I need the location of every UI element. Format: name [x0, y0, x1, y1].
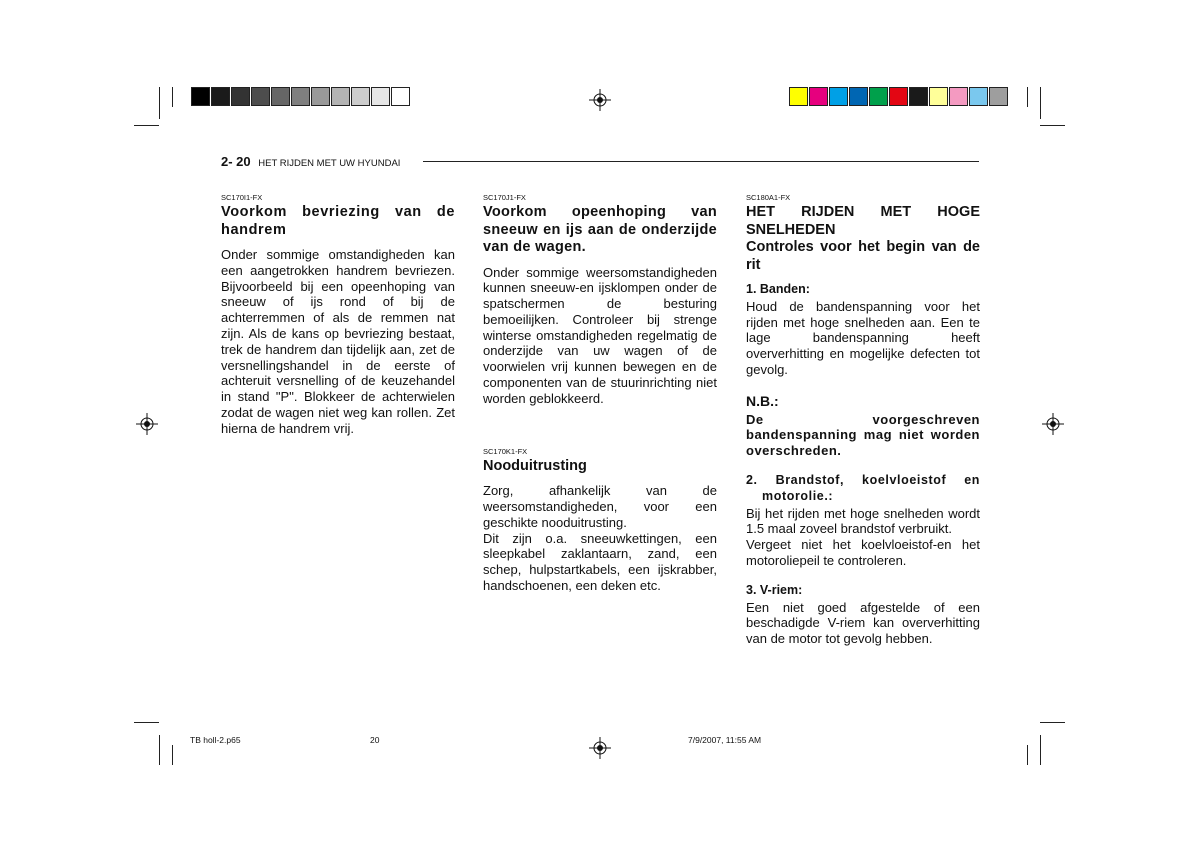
color-swatch-bar: [789, 87, 1009, 106]
footer-timestamp: 7/9/2007, 11:55 AM: [688, 735, 762, 745]
color-swatch: [391, 87, 410, 106]
registration-mark-icon: [136, 413, 158, 435]
color-swatch: [889, 87, 908, 106]
color-swatch: [869, 87, 888, 106]
section-body: Zorg, afhankelijk van de weersomstandigheden, voor een geschikte nooduitrusting.: [483, 483, 717, 530]
page-number: 2- 20: [221, 154, 251, 169]
color-swatch: [989, 87, 1008, 106]
color-swatch: [251, 87, 270, 106]
right-column: [746, 193, 980, 647]
page-header: [221, 154, 400, 169]
left-column: [221, 193, 455, 437]
section-subheading: Controles voor het begin van de rit: [746, 239, 980, 273]
item-title: 2. Brandstof, koelvloeistof en motorolie.:: [746, 472, 980, 503]
section-heading: Voorkom opeenhoping van sneeuw en ijs aan de onderzijde van de wagen.: [483, 204, 717, 255]
section-code: SC170K1-FX: [483, 446, 528, 456]
color-swatch: [809, 87, 828, 106]
section-title: HET RIJDEN MET UW HYUNDAI: [258, 158, 401, 169]
item-body: Een niet goed afgestelde of een beschadigde V-riem kan oververhitting van de motor tot gevolg hebben.: [746, 599, 980, 647]
footer-page: 20: [370, 735, 380, 745]
color-swatch: [191, 87, 210, 106]
footer-file: TB holl-2.p65: [190, 735, 241, 745]
item-body: Houd de bandenspanning voor het rijden met hoge snelheden aan. Een te lage bandenspanning heeft oververhitting en mogelijke defecten tot gevolg.: [746, 298, 980, 377]
color-swatch: [969, 87, 988, 106]
color-swatch: [271, 87, 290, 106]
item-title: 1. Banden:: [746, 282, 810, 296]
note-body: De voorgeschreven bandenspanning mag niet worden overschreden.: [746, 411, 980, 459]
color-swatch: [291, 87, 310, 106]
color-swatch: [829, 87, 848, 106]
item-body: Vergeet niet het koelvloeistof-en het motoroliepeil te controleren.: [746, 537, 980, 568]
color-swatch: [909, 87, 928, 106]
section-heading: HET RIJDEN MET HOGE SNELHEDEN: [746, 204, 980, 238]
color-swatch: [231, 87, 250, 106]
color-swatch: [949, 87, 968, 106]
section-body: Onder sommige omstandigheden kan een aangetrokken handrem bevriezen. Bijvoorbeeld bij een opeenhoping van sneeuw of ijs rond of bij de achterremmen of als de remmen nat zijn. Als de kans op bevriezing bestaat, trek de handrem dan tijdelijk aan, zet de versnellingshandel in de eerste of achteruit versnelling of de keuzehandel in stand "P". Blokkeer de achterwielen zodat de wagen niet weg kan rollen. Zet hierna de handrem vrij.: [221, 247, 455, 436]
section-code: SC170I1-FX: [221, 193, 263, 202]
note-title: N.B.:: [746, 392, 779, 409]
color-swatch: [211, 87, 230, 106]
registration-mark-icon: [1042, 413, 1064, 435]
registration-mark-icon: [589, 737, 611, 759]
color-swatch: [371, 87, 390, 106]
section-body: Onder sommige weersomstandigheden kunnen sneeuw-en ijsklompen onder de spatschermen de besturing bemoeilijken. Controleer bij strenge winterse omstandigheden regelmatig de onderzijde van uw wagen of de voorwielen vrij kunnen bewegen en de componenten van de stuurinrichting niet worden geblokkeerd.: [483, 264, 717, 406]
color-swatch: [789, 87, 808, 106]
section-code: SC170J1-FX: [483, 193, 526, 202]
item-body: Bij het rijden met hoge snelheden wordt 1.5 maal zoveel brandstof verbruikt.: [746, 505, 980, 537]
section-code: SC180A1-FX: [746, 193, 791, 202]
color-swatch: [351, 87, 370, 106]
color-swatch: [311, 87, 330, 106]
color-swatch: [331, 87, 350, 106]
section-body: Dit zijn o.a. sneeuwkettingen, een sleepkabel zaklantaarn, zand, een schep, hulpstartkabels, een ijskrabber, handschoenen, een deken etc.: [483, 530, 717, 593]
color-swatch: [849, 87, 868, 106]
registration-mark-icon: [589, 89, 611, 111]
middle-column: [483, 193, 717, 594]
gray-swatch-bar: [191, 87, 411, 106]
color-swatch: [929, 87, 948, 106]
section-heading: Nooduitrusting: [483, 457, 587, 474]
header-rule: [423, 161, 979, 162]
item-title: 3. V-riem:: [746, 582, 803, 597]
section-heading: Voorkom bevriezing van de handrem: [221, 204, 455, 238]
